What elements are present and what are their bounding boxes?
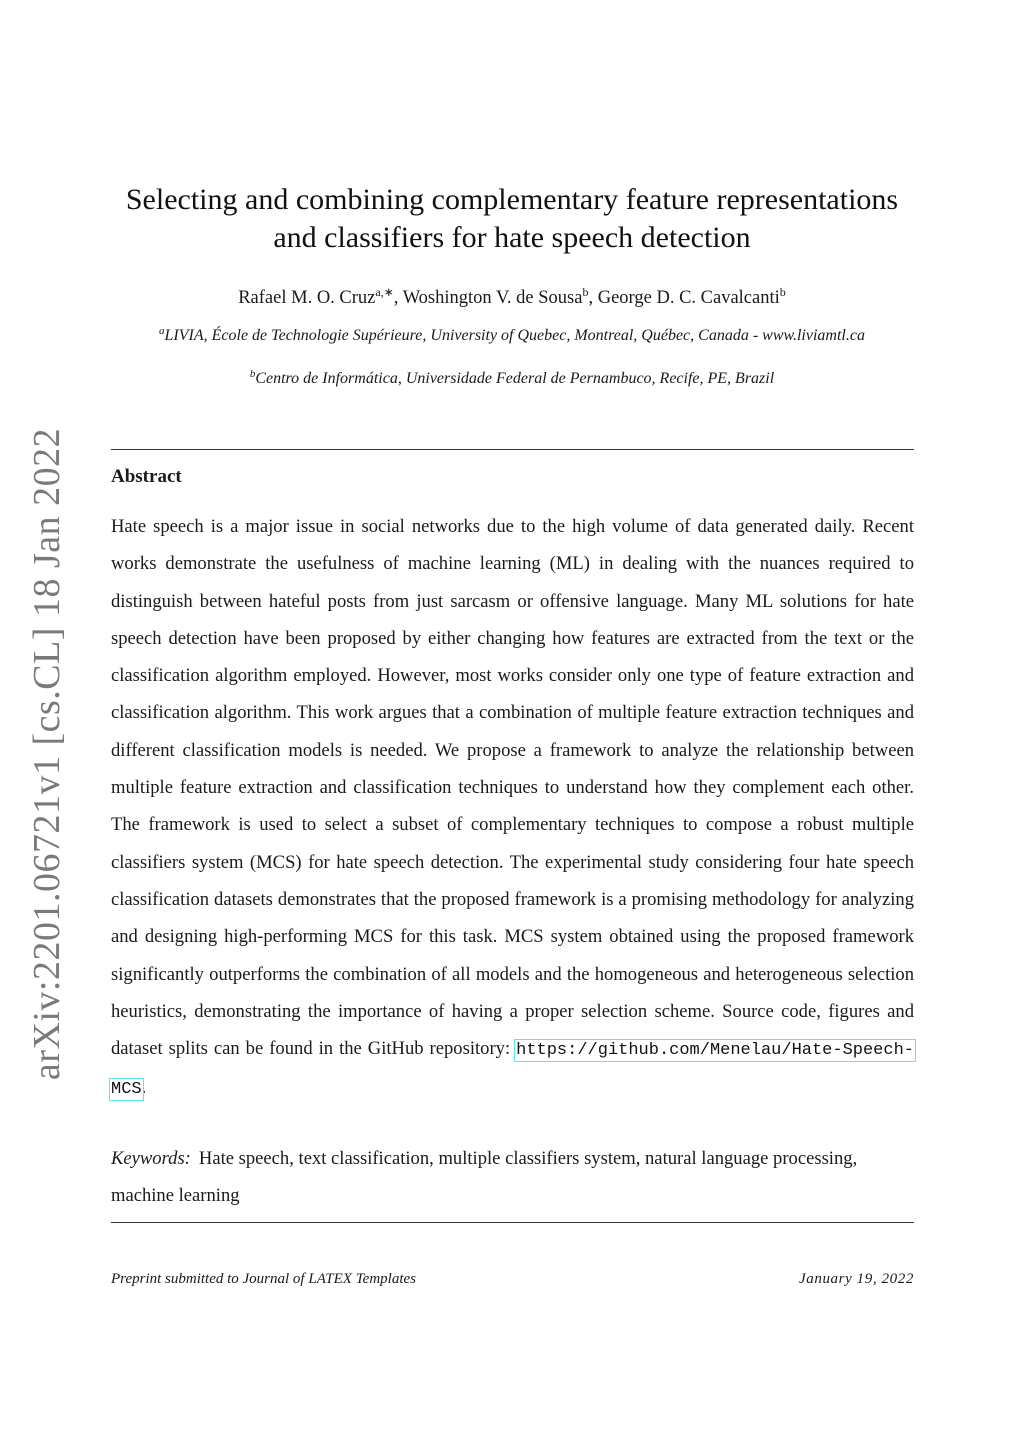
author-list <box>100 286 924 310</box>
affiliation-text: LIVIA, École de Technologie Supérieure, University of Quebec, Montreal, Québec, Canada - www.liviamtl.ca <box>164 327 865 344</box>
abstract-end-punctuation: . <box>141 1077 147 1099</box>
footer-journal: Preprint submitted to Journal of LATEX Templates <box>111 1271 417 1287</box>
author-separator: , <box>393 288 403 308</box>
author-affiliation-mark: b <box>779 285 786 299</box>
abstract-body <box>111 508 914 1109</box>
affiliation-mark: b <box>249 368 256 380</box>
affiliation-a <box>130 325 894 347</box>
title-line-1: Selecting and combining complementary feature representations <box>125 183 899 216</box>
paper-title <box>100 181 924 257</box>
abstract-bottom-rule <box>111 1222 914 1223</box>
affiliation-text: Centro de Informática, Universidade Federal de Pernambuco, Recife, PE, Brazil <box>255 370 775 387</box>
keywords-text: Hate speech, text classification, multiple classifiers system, natural language processing, machine learning <box>111 1148 858 1207</box>
github-repository-link[interactable]: https://github.com/Menelau/Hate-Speech-MCS <box>111 1041 914 1100</box>
affiliation-mark: a <box>159 325 165 337</box>
abstract-heading: Abstract <box>111 466 182 487</box>
arxiv-identifier-stamp: arXiv:2201.06721v1 [cs.CL] 18 Jan 2022 <box>26 427 68 1081</box>
author-affiliation-mark: a,∗ <box>375 285 394 299</box>
affiliation-b <box>130 368 894 390</box>
title-line-2: and classifiers for hate speech detection <box>273 221 751 254</box>
abstract-top-rule <box>111 449 914 450</box>
author-name: Woshington V. de Sousa <box>402 288 583 308</box>
footer-date: January 19, 2022 <box>798 1271 914 1287</box>
abstract-text: Hate speech is a major issue in social networks due to the high volume of data generated daily. Recent works demonstrate the usefulness of machine learning (ML) in dealing with the nuances required to distinguish between hateful posts from just sarcasm or offensive language. Many ML solutions for hate speech detection have been proposed by either changing how features are extracted from the text or the classification algorithm employed. However, most works consider only one type of feature extraction and classification algorithm. This work argues that a combination of multiple feature extraction techniques and different classification models is needed. We propose a framework to analyze the relationship between multiple feature extraction and classification techniques to understand how they complement each other. The framework is used to select a subset of complementary techniques to compose a robust multiple classifiers system (MCS) for hate speech detection. The experimental study considering four hate speech classification datasets demonstrates that the proposed framework is a promising methodology for analyzing and designing high-performing MCS for this task. MCS system obtained using the proposed framework significantly outperforms the combination of all models and the homogeneous and heterogeneous selection heuristics, demonstrating the importance of having a proper selection scheme. Source code, figures and dataset splits can be found in the GitHub repository: <box>111 516 914 1060</box>
author-name: Rafael M. O. Cruz <box>238 288 376 308</box>
keywords <box>111 1140 914 1215</box>
keywords-label: Keywords: <box>111 1148 191 1169</box>
author-separator: , <box>588 288 598 308</box>
author-name: George D. C. Cavalcanti <box>597 288 780 308</box>
author-affiliation-mark: b <box>582 285 589 299</box>
